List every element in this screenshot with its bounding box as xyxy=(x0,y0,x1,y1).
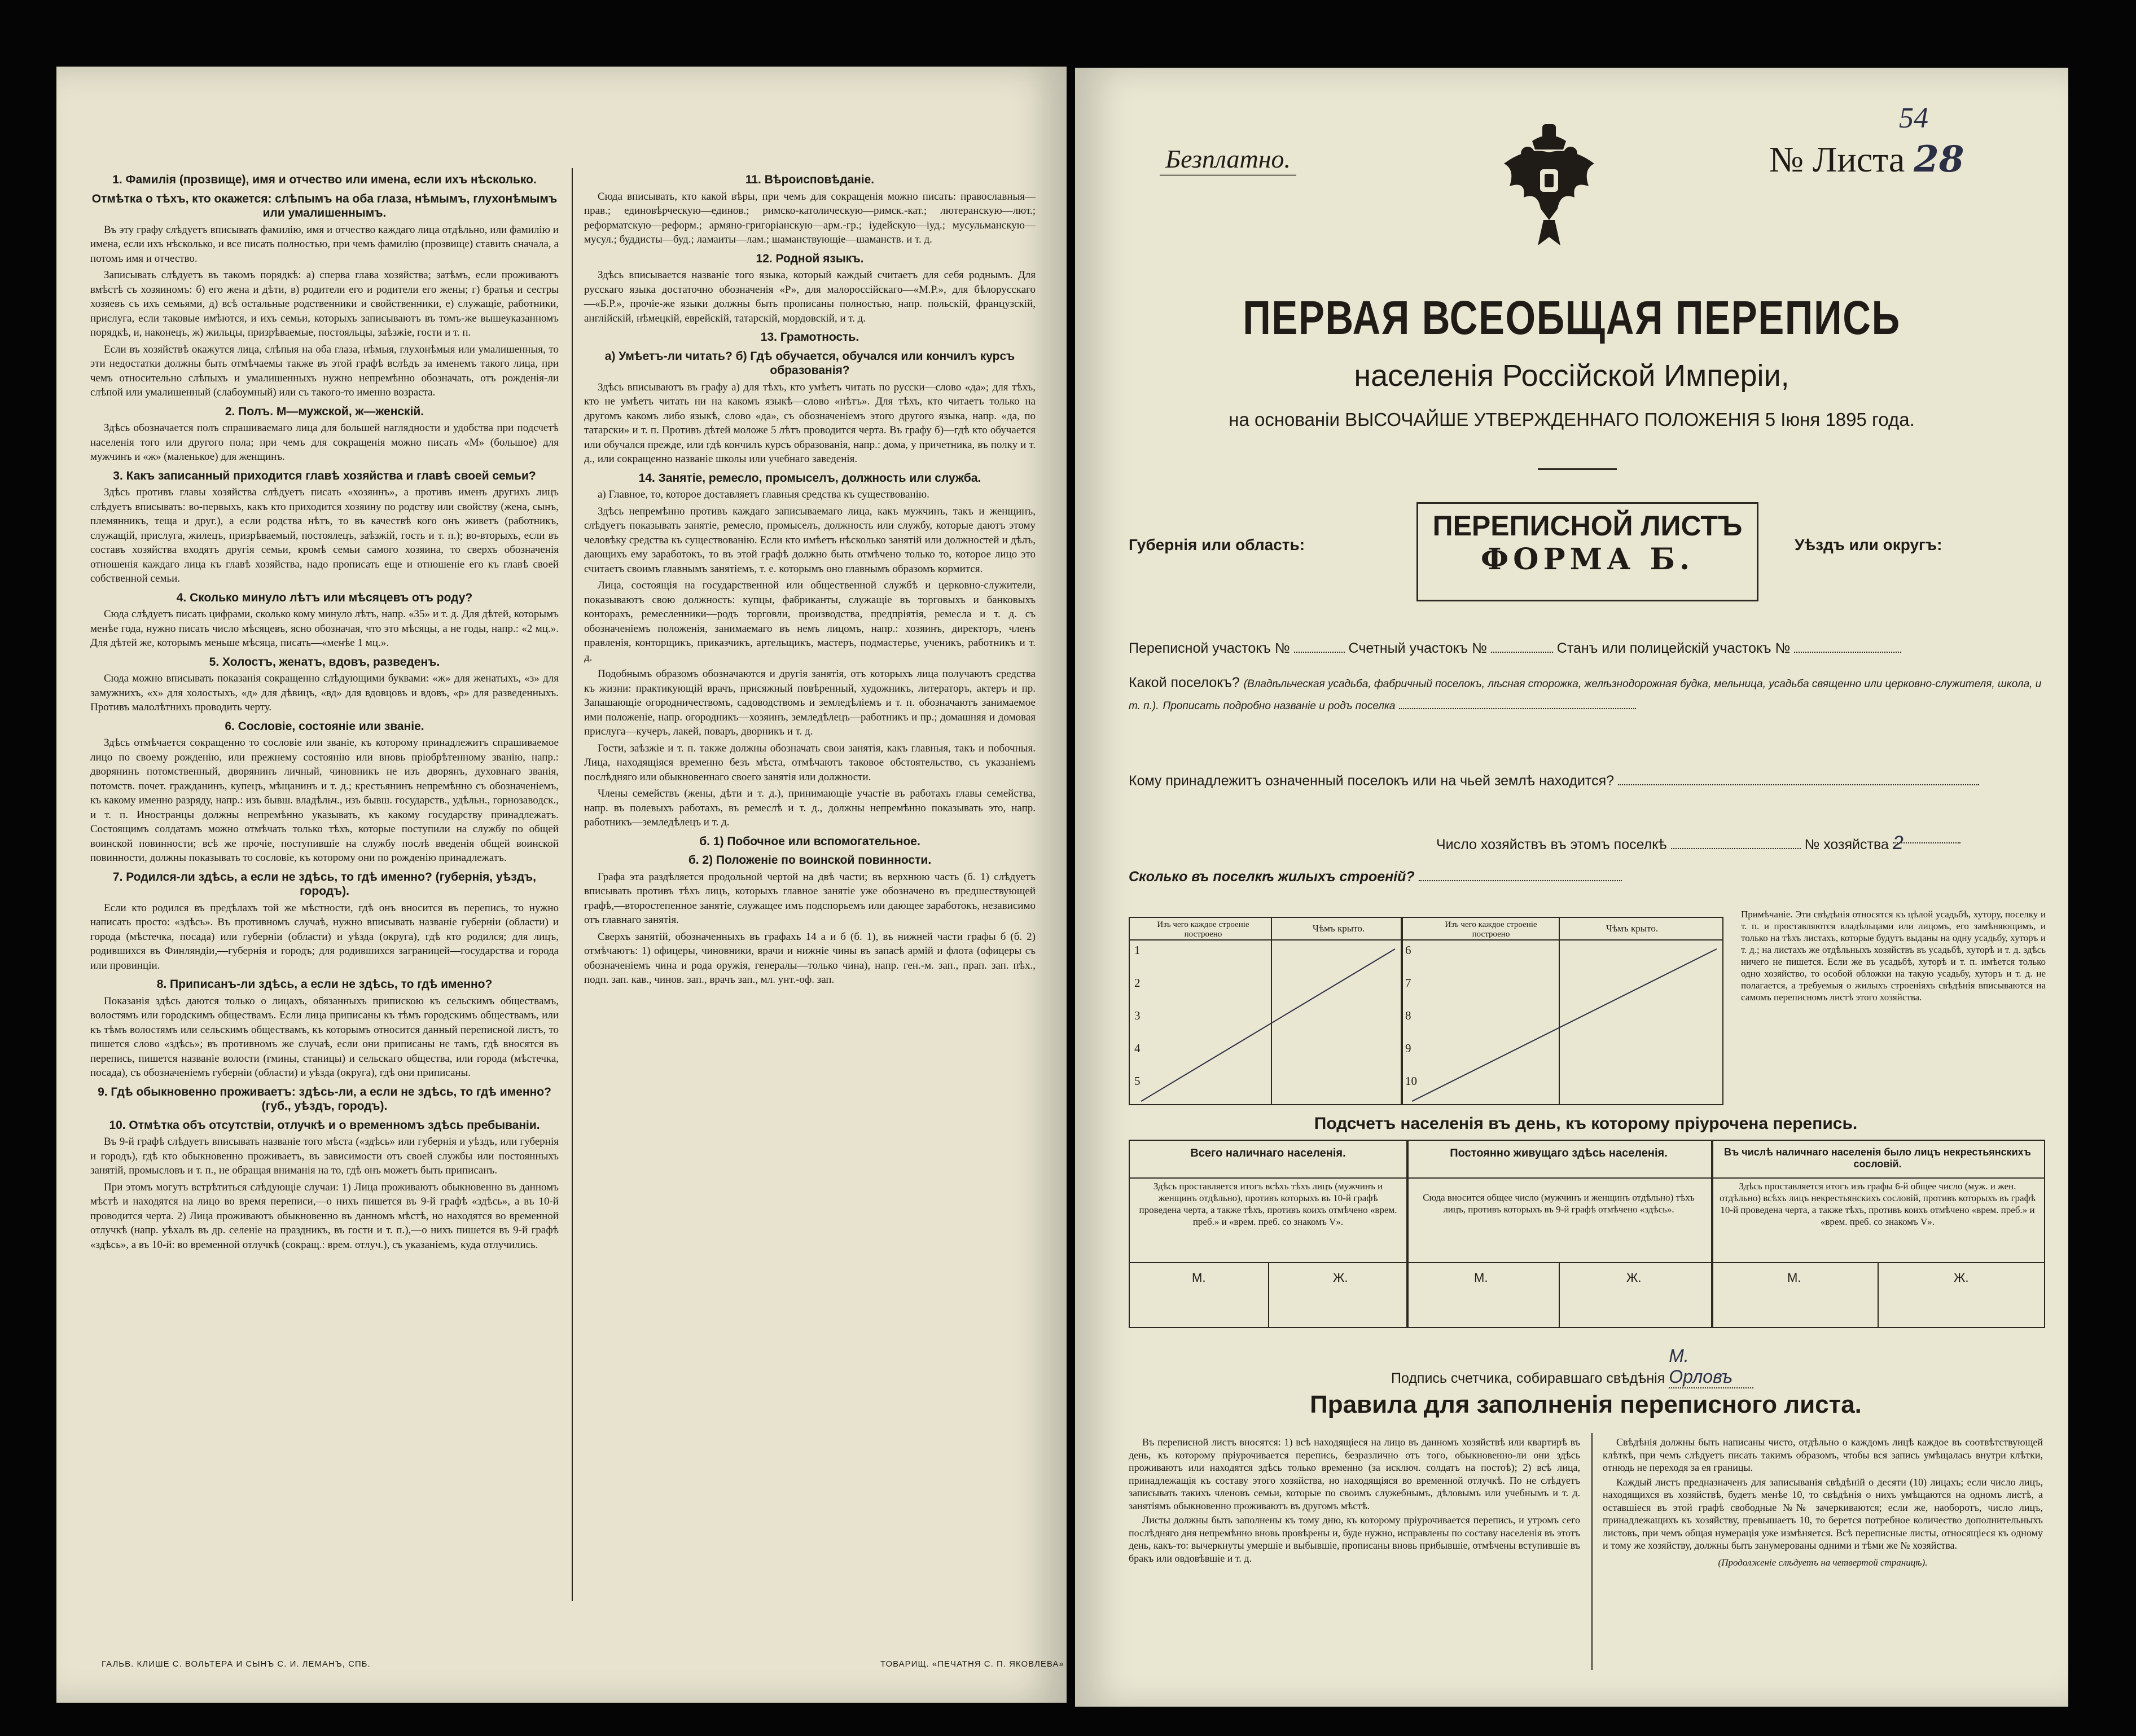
buildings-head-roof-2: Чѣмъ крыто. xyxy=(1606,923,1659,934)
households-count-field[interactable] xyxy=(1671,838,1801,849)
non-peasant-female-label: Ж. xyxy=(1954,1271,1969,1285)
uezd-field-label: Уѣздъ или округъ: xyxy=(1795,536,1942,553)
population-count-title: Подсчетъ населенія въ день, къ которому пріурочена перепись. xyxy=(1314,1114,1858,1133)
enumerator-signature-row xyxy=(1391,1346,1753,1388)
continued-note: (Продолженіе слѣдуетъ на четвертой страницѣ). xyxy=(1718,1557,1928,1568)
settlement-field[interactable] xyxy=(1399,698,1636,709)
count-body-present: Здѣсь проставляется итогъ всѣхъ тѣхъ лицъ (мужчинъ и женщинъ отдѣльно), противъ которыхъ въ 10-й графѣ проведена черта, а также тѣхъ, противъ коихъ отмѣчено «врем. преб.» и «врем. преб. со знакомъ V». xyxy=(1139,1181,1397,1227)
instruction-paragraph: Члены семействъ (жены, дѣти и т. д.), принимающіе участіе въ работахъ главы семейства, напр. въ полевыхъ работахъ, въ ремеслѣ и т. д., должны непремѣнно показывать это, напр. работникъ—земледѣлецъ и т. д. xyxy=(584,788,1036,828)
building-row-number: 5 xyxy=(1134,1074,1141,1088)
owner-label: Кому принадлежитъ означенный поселокъ или на чьей землѣ находится? xyxy=(1129,773,1615,789)
instructions-column-2 xyxy=(584,168,1036,990)
region-row xyxy=(1129,502,2043,601)
buildings-label: Сколько въ поселкѣ жилыхъ строеній? xyxy=(1129,869,1415,885)
instruction-paragraph: Если кто родился въ предѣлахъ той же мѣстности, гдѣ онъ вносится въ перепись, то нужно написать просто: «здѣсь». Въ противномъ случаѣ, нужно вписывать названіе губерніи (области) и города (мѣстечка, посада) или губерніи (области) и уѣзда (округа), гдѣ кто родился; для лицъ, родившихся въ Финляндіи,—губернія и городъ; для родившихся заграницей—государства и города или провинціи. xyxy=(90,902,559,972)
instruction-heading: 12. Родной языкъ. xyxy=(756,252,864,265)
sheet-number xyxy=(1769,138,1964,181)
non-peasant-male-label: М. xyxy=(1787,1271,1801,1285)
signature-label: Подпись счетчика, собиравшаго свѣдѣнія xyxy=(1391,1370,1665,1386)
rule-paragraph: Каждый листъ предназначенъ для записыванія свѣдѣній о десяти (10) лицахъ; если число лицъ, находящихся въ хозяйствѣ, будетъ менѣе 10, то свѣдѣнія о нихъ умѣщаются на одномъ листѣ, а оставшіеся въ этой графѣ свободные №№ зачеркиваются; если же, наоборотъ, число лицъ, принадлежащихъ къ хозяйству, превышаетъ 10, то берется потребное количество дополнительныхъ листовъ, при чемъ общая нумерація уже измѣняется. Всѣ переписные листы, относящіеся къ одному и тому же хозяйству, должны быть занумерованы одними и тѣми же № хозяйства. xyxy=(1603,1476,2043,1551)
instruction-heading: 10. Отмѣтка объ отсутствіи, отлучкѣ и о временномъ здѣсь пребываніи. xyxy=(109,1118,540,1132)
rules-title: Правила для заполненія переписного листа. xyxy=(1310,1391,1862,1418)
title-divider xyxy=(1538,468,1617,470)
owner-row xyxy=(1129,773,1979,789)
buildings-cancel-strokes xyxy=(1130,918,1722,1104)
instruction-paragraph: Графа эта раздѣляется продольной чертой на двѣ части; въ верхнюю часть (б. 1) слѣдуетъ вписывать противъ тѣхъ лицъ, которыхъ главное занятіе уже обозначено въ предшествующей графѣ,—второстепенное занятіе, служащее имъ подспорьемъ или дающее заработокъ, независимо отъ главнаго занятія. xyxy=(584,871,1036,926)
instruction-paragraph: При этомъ могутъ встрѣтиться слѣдующіе случаи: 1) Лица проживаютъ обыкновенно въ данномъ мѣстѣ и находятся на лицо во время переписи,—о нихъ пишется въ 9-й графѣ «здѣсь», а въ 10-й проводится черта. 2) Лица проживаютъ обыкновенно въ данномъ мѣстѣ, но находятся во временной отлучкѣ (напр. уѣхалъ въ др. селеніе на праздникъ, въ гости и т. п.),—о нихъ пишется въ 9-й графѣ «здѣсь», а въ 10-й: во временной отлучкѣ (сокращ.: врем. отлуч.), съ указаніемъ, куда отлучились. xyxy=(90,1181,559,1251)
resident-male-label: М. xyxy=(1474,1271,1488,1285)
building-row-number: 10 xyxy=(1405,1074,1417,1088)
instruction-heading: 11. Вѣроисповѣданіе. xyxy=(745,173,875,186)
free-label: Безплатно. xyxy=(1160,144,1296,176)
settlement-label: Какой поселокъ? xyxy=(1129,675,1240,691)
instruction-heading: б. 2) Положеніе по воинской повинности. xyxy=(688,854,932,867)
buildings-head-material: Изъ чего каждое строеніе построено xyxy=(1157,920,1249,939)
instruction-heading: 3. Какъ записанный приходится главѣ хозяйства и главѣ своей семьи? xyxy=(113,469,536,482)
instruction-heading: 14. Занятіе, ремесло, промыселъ, должность или служба. xyxy=(638,471,981,485)
left-page-instructions xyxy=(56,67,1067,1703)
households-row xyxy=(1436,832,1960,853)
instruction-paragraph: Сюда можно вписывать показанія сокращенно слѣдующими буквами: «ж» для женатыхъ, «з» для замужнихъ, «х» для холостыхъ, «д» для дѣвицъ, «вд» для вдовцовъ и вдовъ, «р» для разведенныхъ. Противъ малолѣтнихъ проводить черту. xyxy=(90,673,559,713)
rules-column-2 xyxy=(1603,1436,2043,1569)
archive-page-number: 54 xyxy=(1899,102,1928,134)
rules-column-1 xyxy=(1129,1436,1580,1566)
count-section-label: Счетный участокъ № xyxy=(1348,640,1487,656)
instruction-heading: 4. Сколько минуло лѣтъ или мѣсяцевъ отъ роду? xyxy=(176,591,473,604)
instruction-paragraph: Если въ хозяйствѣ окажутся лица, слѣпыя на оба глаза, нѣмыя, глухонѣмыя или умалишенныя, то эти недостатки должны быть отмѣчаемы также въ этой графѣ вслѣдъ за именемъ такого лица, при чемъ относительно слѣпыхъ и умалишенныхъ нужно непремѣнно обозначать, отъ рожденія-ли слѣпой или умалишенный (слабоумный) или съ такого-то именно возраста. xyxy=(90,343,559,398)
instruction-heading: 5. Холостъ, женатъ, вдовъ, разведенъ. xyxy=(209,655,440,669)
sheet-number-label: № Листа xyxy=(1769,139,1905,179)
settlement-row xyxy=(1129,673,2043,717)
sheet-number-value: 28 xyxy=(1914,138,1964,181)
instruction-heading: 9. Гдѣ обыкновенно проживаетъ: здѣсь-ли, а если не здѣсь, то гдѣ именно? (губ., уѣздъ, городъ). xyxy=(98,1085,551,1113)
resident-female-label: Ж. xyxy=(1626,1271,1642,1285)
count-body-resident: Сюда вносится общее число (мужчинъ и женщинъ отдѣльно) тѣхъ лицъ, противъ которыхъ въ 9-й графѣ отмѣчено «здѣсь». xyxy=(1423,1192,1695,1215)
instruction-heading: 7. Родился-ли здѣсь, а если не здѣсь, то гдѣ именно? (губернія, уѣздъ, городъ). xyxy=(112,870,537,898)
instruction-paragraph: Здѣсь противъ главы хозяйства слѣдуетъ писать «хозяинъ», а противъ именъ другихъ лицъ слѣдуетъ вписывать: во-первыхъ, какъ кто приходится хозяину по родству или свойству (жена, сынъ, племянникъ, теща и друг.), а если родства нѣтъ, то въ качествѣ кого онъ живетъ (работникъ, служащій, прислуга, жилецъ, призрѣваемый, постоялецъ, заѣзжій, гость и т. п.); во-вторыхъ, если въ составъ хозяйства входятъ другія семьи, кромѣ семьи самого хозяина, то сверхъ обозначенія отношенія каждаго лица къ главѣ хозяйства, надо прописать еще и отношеніе его къ главѣ своей собственной семьи. xyxy=(90,486,559,584)
instructions-column-1 xyxy=(90,168,559,1254)
instruction-heading: 1. Фамилія (прозвище), имя и отчество или имена, если ихъ нѣсколько. xyxy=(112,173,537,186)
census-section-label: Переписной участокъ № xyxy=(1129,640,1290,656)
rule-paragraph: Листы должны быть заполнены къ тому дню, къ которому пріурочивается перепись, и утромъ сего послѣдняго дня непремѣнно вновь провѣрены и, буде нужно, исправлены по составу населенія въ этотъ день, какъ-то: вычеркнуты умершіе и выбывшіе, прописаны вновь прибывшіе, отмѣчены вступившіе въ бракъ или овдовѣвшіе и т. д. xyxy=(1129,1514,1580,1564)
page-subtitle: населенія Россійской Имперіи, xyxy=(1354,359,1789,393)
instruction-paragraph: Здѣсь отмѣчается сокращенно то сословіе или званіе, къ которому принадлежитъ спрашиваемое лицо по своему рожденію, или прежнему состоянію или вновь пріобрѣтенному званію, напр.: дворянинъ потомственный, дворянинъ личный, чиновникъ не изъ дворянъ, духовнаго званія, потомств. почет. гражданинъ, купецъ, мѣщанинъ и т. д.; крестьянинъ непремѣнно съ обозначеніемъ, къ какому именно разряду, напр.: изъ бывш. владѣльч., изъ бывш. государств., удѣльн., горнозаводск., и т. п. Иностранцы должны непремѣнно указывать, къ какому государству принадлежатъ. Состоящимъ солдатамъ можно отмѣчать только тѣхъ, которые поступили на службу по общей воинской повинности; всѣ же прочіе, поступившіе на службу послѣ введенія общей воинской повинности, должны показывать то сословіе, къ которому они по рожденію принадлежатъ. xyxy=(90,737,559,864)
enumerator-signature[interactable]: М. Орловъ xyxy=(1669,1346,1753,1388)
instruction-paragraph: а) Главное, то, которое доставляетъ главныя средства къ существованію. xyxy=(598,489,929,500)
count-section-field[interactable] xyxy=(1491,641,1553,653)
count-head-non-peasant: Въ числѣ наличнаго населенія было лицъ некрестьянскихъ сословій. xyxy=(1724,1146,2031,1170)
printer-imprint-left: ГАЛЬВ. КЛИШЕ С. ВОЛЬТЕРА И СЫНЪ С. И. ЛЕМАНЪ, СПБ. xyxy=(102,1659,371,1669)
page-title: ПЕРВАЯ ВСЕОБЩАЯ ПЕРЕПИСЬ xyxy=(1243,291,1901,344)
settlement-hint-detail: Прописать подробно названіе и родъ поселка xyxy=(1163,700,1396,712)
buildings-head-roof: Чѣмъ крыто. xyxy=(1312,923,1365,934)
form-title-box xyxy=(1416,502,1758,601)
owner-field[interactable] xyxy=(1618,774,1979,785)
rule-paragraph: Въ переписной листъ вносятся: 1) всѣ находящіеся на лицо въ данномъ хозяйствѣ или квартирѣ въ день, къ которому пріурочивается перепись, безразлично отъ того, обыкновенно-ли они здѣсь проживаютъ или находятся здѣсь только временно (за исключ. солдатъ на постоѣ); 2) всѣ лица, принадлежащія къ составу этого хозяйства, но находящіяся во временной отлучкѣ. По не слѣдуетъ записывать такихъ членовъ семьи, которые по своимъ служебнымъ, дѣловымъ или учебнымъ и т. д. занятіямъ обыкновенно проживаютъ въ другомъ мѣстѣ. xyxy=(1129,1436,1580,1511)
instruction-heading: б. 1) Побочное или вспомогательное. xyxy=(699,834,920,848)
present-male-label: М. xyxy=(1192,1271,1206,1285)
instruction-paragraph: Здѣсь обозначается полъ спрашиваемаго лица для большей наглядности и удобства при подсчетѣ населенія того или другого пола; при чемъ для сокращенія можно писать «М» (большое) для мужчинъ и «ж» (маленькое) для женщинъ. xyxy=(90,422,559,463)
count-body-non-peasant: Здѣсь проставляется итогъ изъ графы 6-й общее число (муж. и жен. отдѣльно) всѣхъ лицъ некрестьянскихъ сословій, противъ которыхъ въ графѣ 10-й проведена черта, а также тѣхъ, противъ коихъ отмѣчено «врем. преб.» и «врем. преб. со знакомъ V». xyxy=(1720,1181,2036,1227)
settlement-hint: (Владѣльческая усадьба, фабричный поселокъ, лѣсная сторожка, желѣзнодорожная будка, мельница, усадьба священно или церковно-служителя, школа, и т. п.). xyxy=(1129,678,2042,712)
instruction-paragraph: Лица, состоящія на государственной или общественной службѣ и церковно-служители, показываютъ свою должность: купцы, фабриканты, служащіе въ торговыхъ и банковыхъ конторахъ, ремесленники—родъ торговли, производства, предпріятія, ремесла и т. д. съ обозначеніемъ положенія, занимаемаго въ немъ лицомъ, напр.: хозяинъ, директоръ, членъ правленія, конторщикъ, приказчикъ, артельщикъ, мастеръ, подмастерье, ученикъ, работникъ и т. д. xyxy=(584,579,1036,663)
printer-imprint-right: ТОВАРИЩ. «ПЕЧАТНЯ С. П. ЯКОВЛЕВА» xyxy=(880,1659,1064,1669)
instruction-paragraph: Гости, заѣзжіе и т. п. также должны обозначать свои занятія, какъ главныя, такъ и побочныя. Лица, находящіяся временно безъ мѣста, отмѣчаютъ таковое обстоятельство, съ указаніемъ послѣдняго или обыкновеннаго своего занятія или должности. xyxy=(584,742,1036,783)
instruction-paragraph: Записывать слѣдуетъ въ такомъ порядкѣ: а) сперва глава хозяйства; затѣмъ, если проживаютъ вмѣстѣ съ хозяиномъ: б) его жена и дѣти, в) родители его и родители его жены; г) братья и сестры хозяевъ съ ихъ семьями, д) всѣ остальные родственники и свойственники, е) служащіе, работники, прислуга, если таковые имѣются, и ихъ семьи, которыхъ записываютъ въ томъ-же вышеуказанномъ порядкѣ, и, наконецъ, ж) жильцы, призрѣваемые, постояльцы, заѣзжіе, гости и т. п. xyxy=(90,269,559,339)
instruction-heading: 6. Сословіе, состояніе или званіе. xyxy=(225,719,424,733)
form-title: ПЕРЕПИСНОЙ ЛИСТЪ xyxy=(1432,510,1743,542)
double-headed-eagle-icon xyxy=(1493,124,1606,248)
building-row-number: 7 xyxy=(1405,976,1411,990)
instruction-paragraph: Въ эту графу слѣдуетъ вписывать фамилію, имя и отчество каждаго лица отдѣльно, или фамилію и имена, если ихъ нѣсколько, и все писать полностью, при чемъ фамилію (прозвище) ставить сначала, а потомъ имя и отчество. xyxy=(90,223,559,265)
household-number-value[interactable]: 2 xyxy=(1893,832,1960,843)
section-row xyxy=(1129,640,1901,657)
building-row-number: 3 xyxy=(1134,1009,1141,1022)
present-female-label: Ж. xyxy=(1333,1271,1348,1285)
building-row-number: 6 xyxy=(1405,943,1411,957)
instruction-heading: Отмѣтка о тѣхъ, кто окажется: слѣпымъ на оба глаза, нѣмымъ, глухонѣмымъ или умалишеннымъ. xyxy=(91,192,558,219)
instruction-paragraph: Показанія здѣсь даются только о лицахъ, обязанныхъ припискою къ сельскимъ обществамъ, волостямъ или городскимъ обществамъ. Если лица приписаны къ тѣмъ городскимъ обществамъ, или къ тѣмъ волостямъ или сельскимъ обществамъ, къ которымъ относится данный переписной листъ, то пишется слово «здѣсь»; въ противномъ же случаѣ, если они приписаны не тамъ, гдѣ вносятся въ перепись, пишется названіе волости (гмины, станицы) и сельскаго общества, или города (мѣстечка, посада), съ обозначеніемъ губерніи (области) и уѣзда (округа), гдѣ они приписаны. xyxy=(90,995,559,1079)
instruction-paragraph: Здѣсь вписывается названіе того языка, который каждый считаетъ для себя роднымъ. Для русскаго языка достаточно обозначенія «Р», для малороссійскаго—«М.Р.», для бѣлорусскаго—«Б.Р.», прочіе-же языки должны быть прописаны полностью, напр. польскій, французскій, англійскій, нѣмецкій, еврейскій, татарскій, мордовскій, и т. д. xyxy=(584,269,1036,324)
gubernia-field-label: Губернія или область: xyxy=(1129,536,1305,553)
instruction-heading: 13. Грамотность. xyxy=(760,331,859,344)
instruction-paragraph: Подобнымъ образомъ обозначаются и другія занятія, отъ которыхъ лица получаютъ средства къ жизни: практикующій врачъ, присяжный повѣренный, художникъ, литераторъ, актеръ и пр. Запашающіе огородничествомъ, садоводствомъ и земледѣліемъ и т. п. обозначаютъ занимаемое ими положеніе, напр. огородникъ—хозяинъ, земледѣлецъ—работникъ и пр.; домашняя и домовая прислуга—кучеръ, лакей, поваръ, дворникъ и т. д. xyxy=(584,668,1036,737)
building-row-number: 4 xyxy=(1134,1041,1141,1055)
stan-label: Станъ или полицейскій участокъ № xyxy=(1556,640,1791,656)
form-subtitle: ФОРМА Б. xyxy=(1480,542,1695,577)
instruction-paragraph: Сюда слѣдуетъ писать цифрами, сколько кому минуло лѣтъ, напр. «35» и т. д. Для дѣтей, которымъ менѣе года, нужно писать число мѣсяцевъ, ясно обозначая, что это мѣсяцы, а не годы, напр.: «2 мц.». Для дѣтей же, которымъ меньше мѣсяца, писать—«менѣе 1 мц.». xyxy=(90,608,559,649)
instruction-paragraph: Здѣсь вписываютъ въ графу а) для тѣхъ, кто умѣетъ читать по русски—слово «да»; для тѣхъ, кто не умѣетъ читать ни на какомъ языкѣ—слово «нѣтъ». Для тѣхъ, кто читаетъ только на другомъ какомъ либо языкѣ, слово «да», съ обозначеніемъ этого другого языка, напр. «да, по татарски» и т. п. Противъ дѣтей моложе 5 лѣтъ проводится черта. Въ графу б)—гдѣ кто обучается или обучался прежде, или гдѣ кончилъ курсъ образованія, напр.: дома, у причетника, въ полку и т. д., или сокращенно названіе школы или учебнаго заведенія. xyxy=(584,381,1036,465)
buildings-field[interactable] xyxy=(1419,870,1622,881)
legal-basis: на основаніи ВЫСОЧАЙШЕ УТВЕРЖДЕННАГО ПОЛОЖЕНІЯ 5 Іюня 1895 года. xyxy=(1229,409,1915,430)
rule-paragraph: Свѣдѣнія должны быть написаны чисто, отдѣльно о каждомъ лицѣ каждое въ соотвѣтствующей клѣткѣ, при чемъ слѣдуетъ писать такимъ образомъ, чтобы вся запись умѣщалась внутри клѣтки, отнюдь не переходя за ея границы. xyxy=(1603,1436,2043,1473)
stan-field[interactable] xyxy=(1794,641,1901,653)
households-count-label: Число хозяйствъ въ этомъ поселкѣ xyxy=(1436,837,1667,852)
building-row-number: 1 xyxy=(1134,943,1141,957)
instruction-heading: а) Умѣетъ-ли читать? б) Гдѣ обучается, обучался или кончилъ курсъ образованія? xyxy=(604,349,1015,377)
instruction-paragraph: Сюда вписывать, кто какой вѣры, при чемъ для сокращенія можно писать: православныя—прав.; единовѣрческую—единов.; римско-католическую—римск.-кат.; лютеранскую—лют.; реформатскую—реформ.; армяно-григоріанскую—арм.-гр.; іудейскую—іуд.; мусульманскую—мусул.; буддисты—буд.; ламаиты—лам.; шаманствующіе—шаманств. и т. д. xyxy=(584,190,1036,245)
buildings-head-material-2: Изъ чего каждое строеніе построено xyxy=(1445,920,1537,939)
buildings-note: Примѣчаніе. Эти свѣдѣнія относятся къ цѣлой усадьбѣ, хутору, поселку и т. п. и проставляются владѣльцами или лицомъ, его замѣняющимъ, и только на тѣхъ листахъ, которые будутъ выданы на одну усадьбу, хуторъ и т. д.; на листахъ же отдѣльныхъ хозяйствъ въ усадьбѣ, хуторѣ и т. д. здѣсь ничего не пишется. Если же въ усадьбѣ, хуторѣ и т. п. имѣется только одно хозяйство, то особой обложки на такую усадьбу, хуторъ и т. д. не полагается, а требуемыя о жилыхъ строеніяхъ свѣдѣнія вписываются на самомъ переписномъ листѣ этого хозяйства. xyxy=(1741,909,2046,1003)
instruction-paragraph: Здѣсь непремѣнно противъ каждаго записываемаго лица, какъ мужчинъ, такъ и женщинъ, слѣдуетъ показывать занятіе, ремесло, промыселъ, должность или службу, которые даютъ этому человѣку средства къ существованію. Если кто имѣетъ нѣсколько занятій или должностей и дѣлъ, дающихъ ему заработокъ, то въ этой графѣ должно быть отмѣчено только то, которое лицо это считаетъ своимъ главнымъ занятіемъ, т. е. которымъ оно главнымъ образомъ кормится. xyxy=(584,505,1036,575)
building-row-number: 9 xyxy=(1405,1041,1411,1055)
instruction-paragraph: Сверхъ занятій, обозначенныхъ въ графахъ 14 а и б (б. 1), въ нижней части графы б (б. 2) отмѣчаютъ: 1) офицеры, чиновники, врачи и нижніе чины въ запасѣ армій и флота (офицеры съ обозначеніемъ чина и рода оружія, генералы—только чина), напр. ген.-м. зап., прап. зап. пѣх., подп. зап. кав., чинов. зап., врачъ зап., мл. унт.-оф. зап. xyxy=(584,930,1036,986)
household-number-label: № хозяйства xyxy=(1804,837,1889,852)
instruction-paragraph: Въ 9-й графѣ слѣдуетъ вписывать названіе того мѣста («здѣсь» или губернія и уѣздъ, или губернія и городъ), гдѣ кто обыкновенно проживаетъ, въ зависимости отъ своей службы или постоянныхъ занятій, промысловъ и т. п., не обращая вниманія на то, гдѣ онъ можетъ быть приписанъ. xyxy=(90,1136,559,1176)
buildings-table xyxy=(1129,917,1723,1105)
building-row-number: 8 xyxy=(1405,1009,1411,1022)
count-head-present: Всего наличнаго населенія. xyxy=(1190,1147,1346,1159)
count-head-resident: Постоянно живущаго здѣсь населенія. xyxy=(1450,1147,1668,1159)
buildings-row xyxy=(1129,869,1622,885)
instruction-heading: 8. Приписанъ-ли здѣсь, а если не здѣсь, то гдѣ именно? xyxy=(156,978,493,991)
instruction-heading: 2. Полъ. М—мужской, ж—женскій. xyxy=(225,405,424,418)
building-row-number: 2 xyxy=(1134,976,1141,990)
population-count-table xyxy=(1129,1140,2045,1328)
census-section-field[interactable] xyxy=(1294,641,1345,653)
right-page-census-form xyxy=(1075,68,2068,1707)
